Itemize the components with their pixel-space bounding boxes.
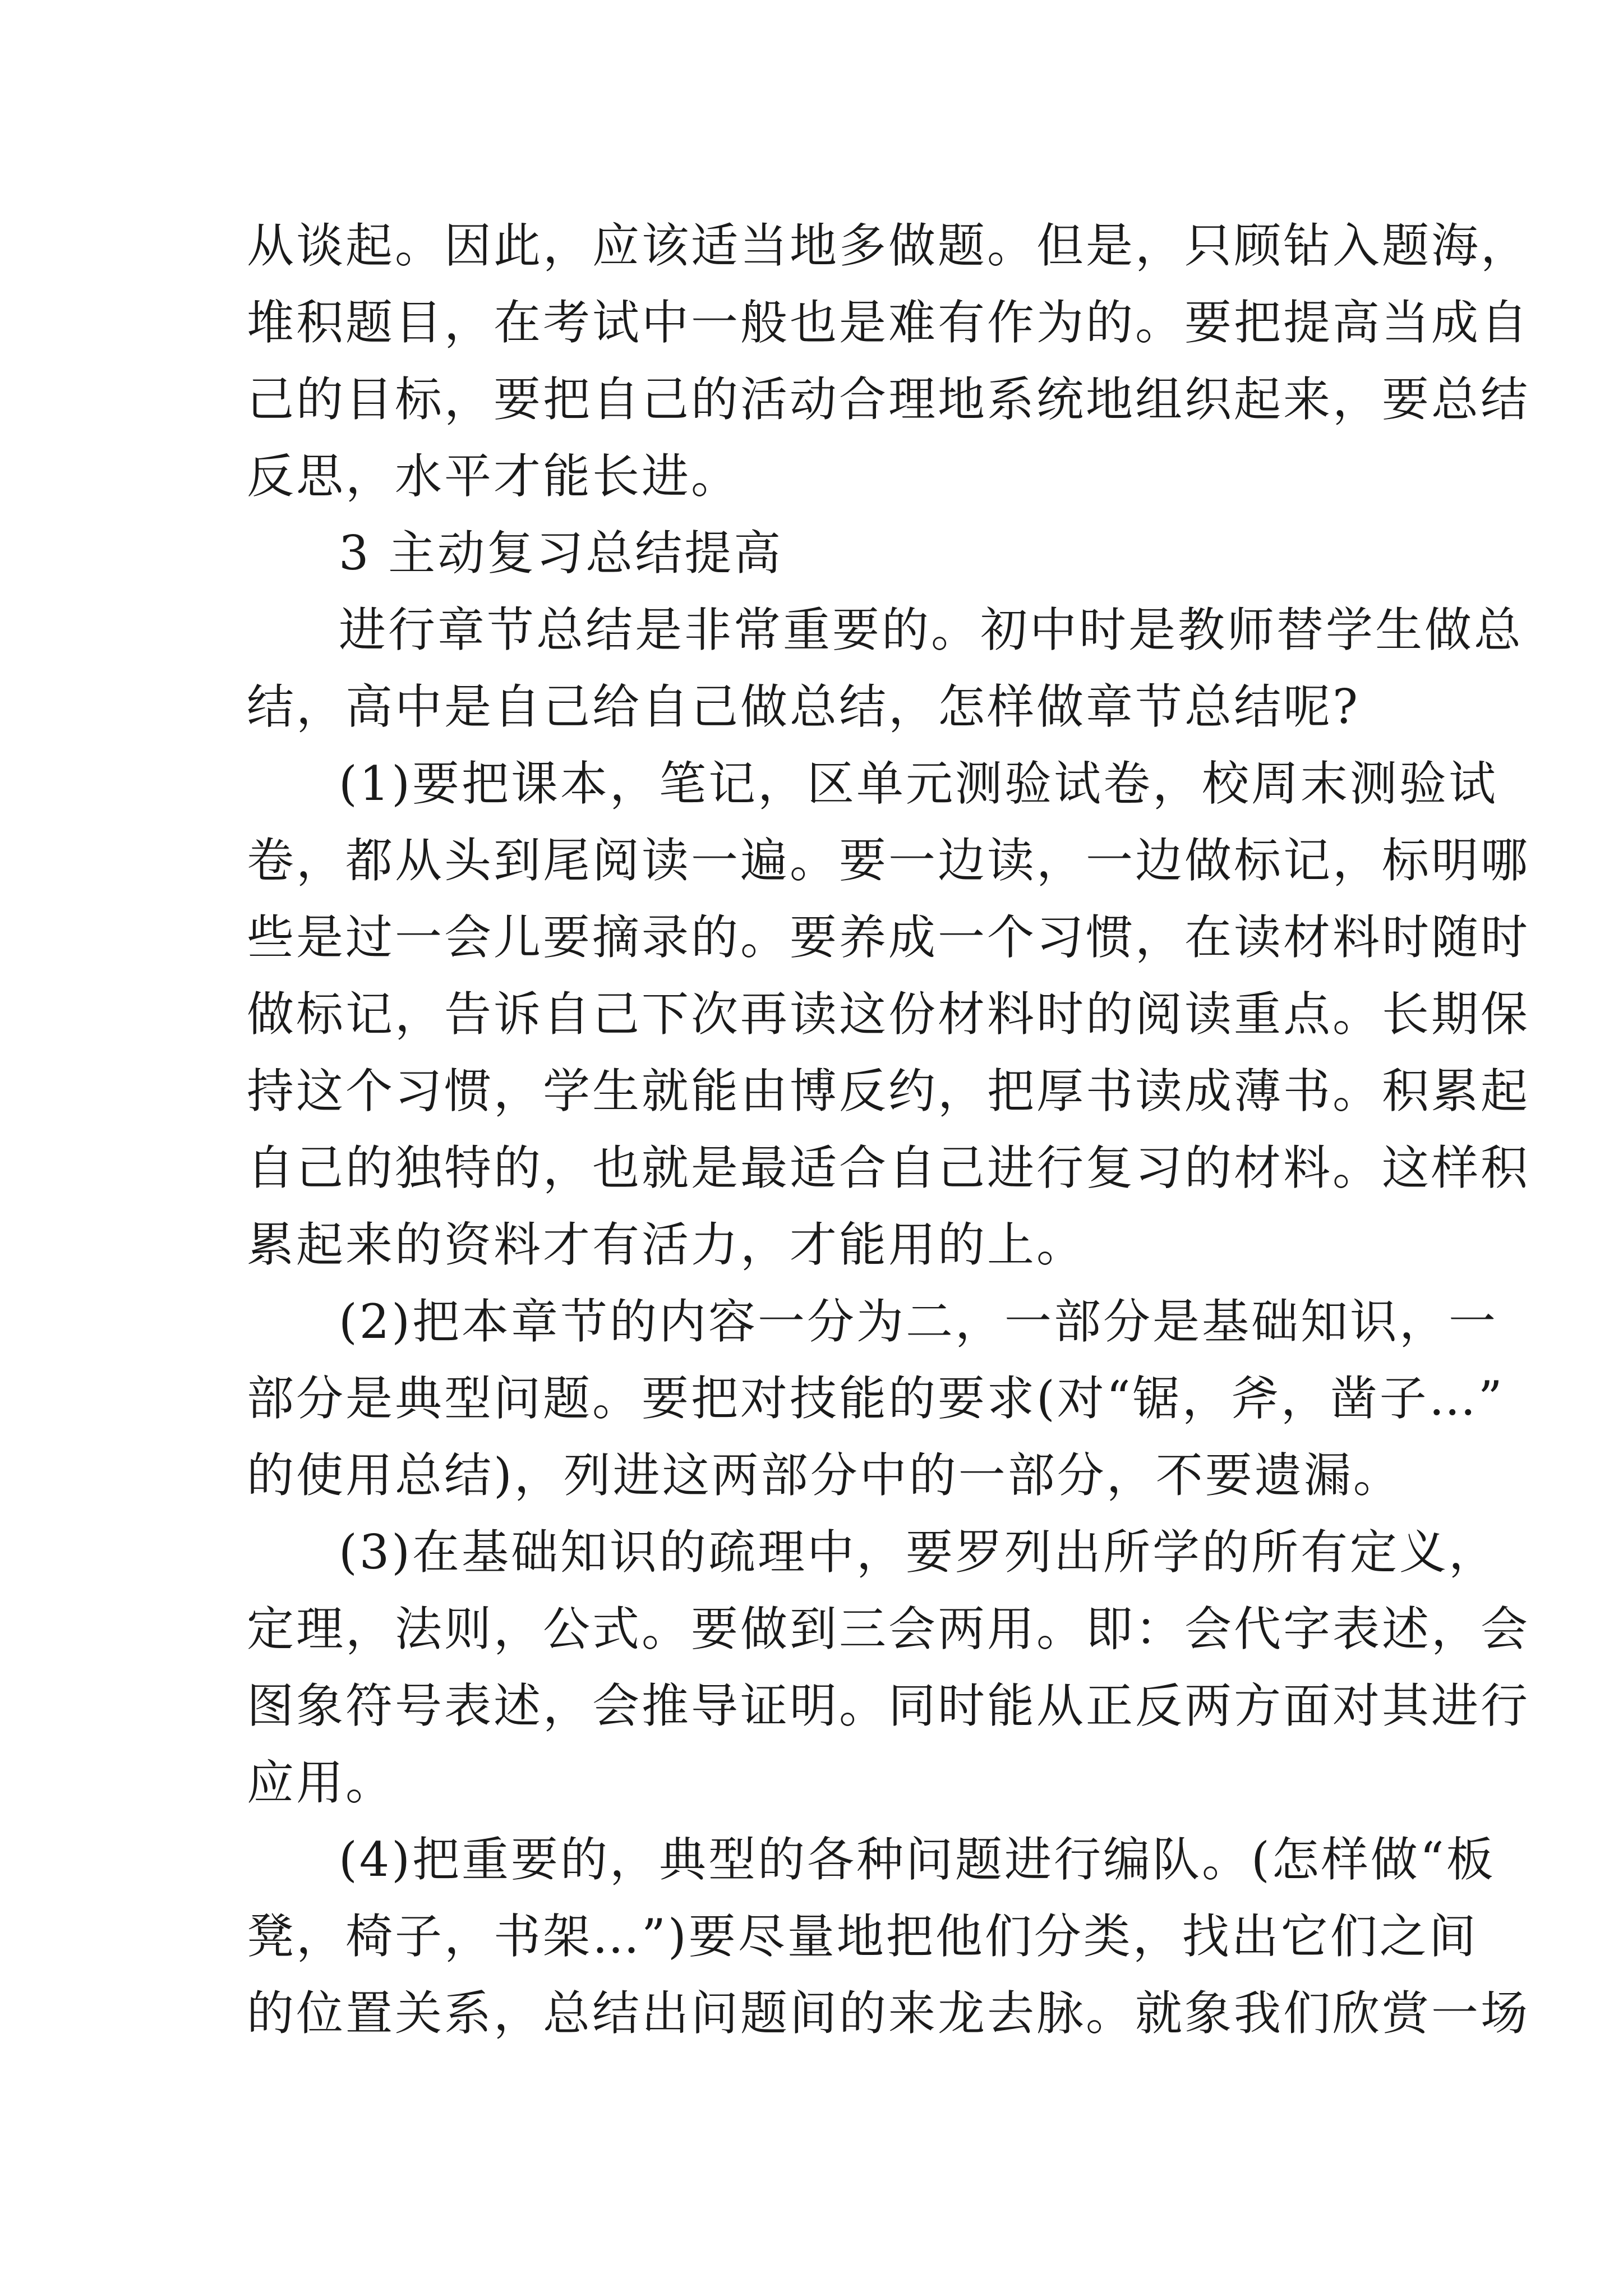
- text-line: (4)把重要的，典型的各种问题进行编队。(怎样做“板: [339, 1832, 1496, 1887]
- text-line: 的位置关系，总结出问题间的来龙去脉。就象我们欣赏一场: [247, 1986, 1530, 2041]
- text-line: (1)要把课本，笔记，区单元测验试卷，校周末测验试: [339, 756, 1498, 811]
- text-line: 图象符号表述，会推导证明。同时能从正反两方面对其进行: [247, 1678, 1530, 1733]
- text-line: 反思，水平才能长进。: [247, 449, 741, 504]
- text-line: 卷，都从头到尾阅读一遍。要一边读，一边做标记，标明哪: [247, 833, 1530, 888]
- text-line: 的使用总结)，列进这两部分中的一部分，不要遗漏。: [247, 1448, 1403, 1503]
- text-line: 堆积题目，在考试中一般也是难有作为的。要把提高当成自: [247, 295, 1530, 350]
- text-line: 做标记，告诉自己下次再读这份材料时的阅读重点。长期保: [247, 987, 1530, 1042]
- text-line: (3)在基础知识的疏理中，要罗列出所学的所有定义，: [339, 1525, 1498, 1580]
- text-line: (2)把本章节的内容一分为二，一部分是基础知识，一: [339, 1294, 1498, 1349]
- text-line: 些是过一会儿要摘录的。要养成一个习惯，在读材料时随时: [247, 910, 1530, 965]
- text-line: 己的目标，要把自己的活动合理地系统地组织起来，要总结: [247, 372, 1530, 427]
- text-line: 持这个习惯，学生就能由博反约，把厚书读成薄书。积累起: [247, 1064, 1530, 1119]
- text-line: 应用。: [247, 1755, 395, 1810]
- text-line: 定理，法则，公式。要做到三会两用。即：会代字表述，会: [247, 1602, 1530, 1657]
- text-line: 从谈起。因此，应该适当地多做题。但是，只顾钻入题海，: [247, 218, 1530, 273]
- text-line: 自己的独特的，也就是最适合自己进行复习的材料。这样积: [247, 1140, 1530, 1195]
- document-body: [247, 208, 1530, 2052]
- text-line: 凳，椅子，书架…”)要尽量地把他们分类，找出它们之间: [247, 1909, 1478, 1964]
- text-line: 进行章节总结是非常重要的。初中时是教师替学生做总: [339, 602, 1524, 657]
- text-line: 结，高中是自己给自己做总结，怎样做章节总结呢?: [247, 679, 1361, 734]
- text-line: 累起来的资料才有活力，才能用的上。: [247, 1217, 1086, 1272]
- text-line: 3 主动复习总结提高: [339, 526, 783, 581]
- text-line: 部分是典型问题。要把对技能的要求(对“锯，斧，凿子…”: [247, 1371, 1505, 1426]
